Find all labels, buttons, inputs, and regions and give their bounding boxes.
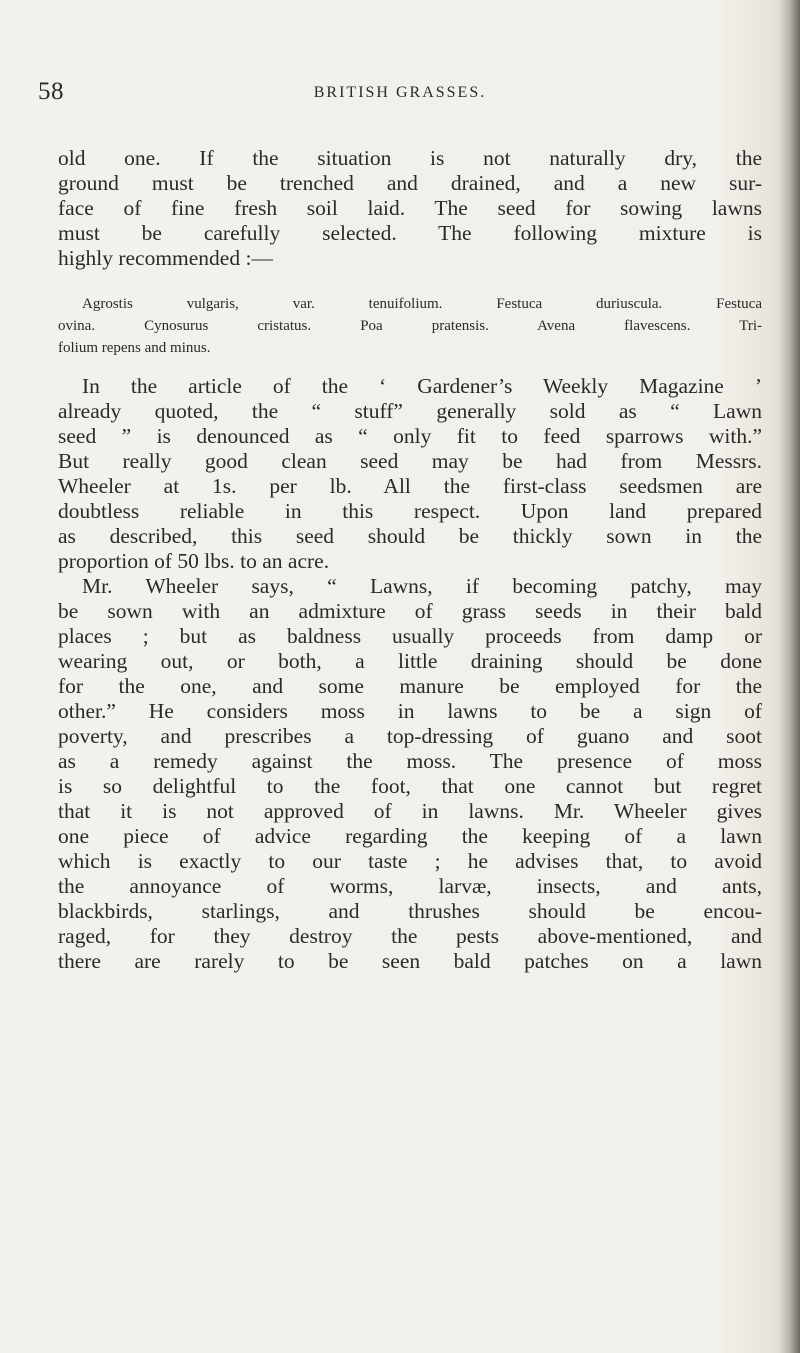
text-line: be sown with an admixture of grass seeds in their bald [58, 599, 762, 623]
mixture-line: folium repens and minus. [58, 340, 211, 356]
mixture-line: ovina. Cynosurus cristatus. Poa pratensis. Avena flavescens. Tri- [58, 318, 762, 334]
text-line: face of fine fresh soil laid. The seed for sowing lawns [58, 196, 762, 220]
text-line: other.” He considers moss in lawns to be a sign of [58, 699, 762, 723]
text-line: is so delightful to the foot, that one cannot but regret [58, 774, 762, 798]
page-number: 58 [38, 78, 64, 105]
text-line: must be carefully selected. The following mixture is [58, 221, 762, 245]
text-line: raged, for they destroy the pests above-mentioned, and [58, 924, 762, 948]
text-line: doubtless reliable in this respect. Upon land prepared [58, 499, 762, 523]
paragraph-lawn-preparation [58, 146, 762, 271]
text-line: the annoyance of worms, larvæ, insects, and ants, [58, 874, 762, 898]
page-edge-shadow [778, 0, 800, 1353]
seed-mixture-list [58, 293, 762, 359]
text-line: old one. If the situation is not naturally dry, the [58, 146, 762, 170]
text-line: But really good clean seed may be had from Messrs. [58, 449, 762, 473]
text-line: In the article of the ‘ Gardener’s Weekly Magazine ’ [82, 374, 762, 398]
text-line: there are rarely to be seen bald patches on a lawn [58, 949, 762, 973]
running-title: BRITISH GRASSES. [313, 84, 487, 101]
text-line: Mr. Wheeler says, “ Lawns, if becoming patchy, may [82, 574, 762, 598]
text-line: highly recommended :— [58, 246, 273, 270]
text-line: for the one, and some manure be employed for the [58, 674, 762, 698]
text-line: ground must be trenched and drained, and a new sur- [58, 171, 762, 195]
text-line: seed ” is denounced as “ only fit to feed sparrows with.” [58, 424, 762, 448]
paragraph-wheeler-advice [58, 574, 762, 974]
text-line: as a remedy against the moss. The presence of moss [58, 749, 762, 773]
text-line: places ; but as baldness usually proceeds from damp or [58, 624, 762, 648]
mixture-line: Agrostis vulgaris, var. tenuifolium. Festuca duriuscula. Festuca [82, 296, 762, 312]
text-line: wearing out, or both, a little draining should be done [58, 649, 762, 673]
text-line: Wheeler at 1s. per lb. All the first-class seedsmen are [58, 474, 762, 498]
text-line: already quoted, the “ stuff” generally sold as “ Lawn [58, 399, 762, 423]
text-line: blackbirds, starlings, and thrushes should be encou- [58, 899, 762, 923]
text-line: that it is not approved of in lawns. Mr. Wheeler gives [58, 799, 762, 823]
text-line: which is exactly to our taste ; he advises that, to avoid [58, 849, 762, 873]
text-line: as described, this seed should be thickly sown in the [58, 524, 762, 548]
text-line: poverty, and prescribes a top-dressing of guano and soot [58, 724, 762, 748]
paragraph-gardeners-magazine [58, 374, 762, 574]
text-line: proportion of 50 lbs. to an acre. [58, 549, 330, 573]
text-line: one piece of advice regarding the keeping of a lawn [58, 824, 762, 848]
